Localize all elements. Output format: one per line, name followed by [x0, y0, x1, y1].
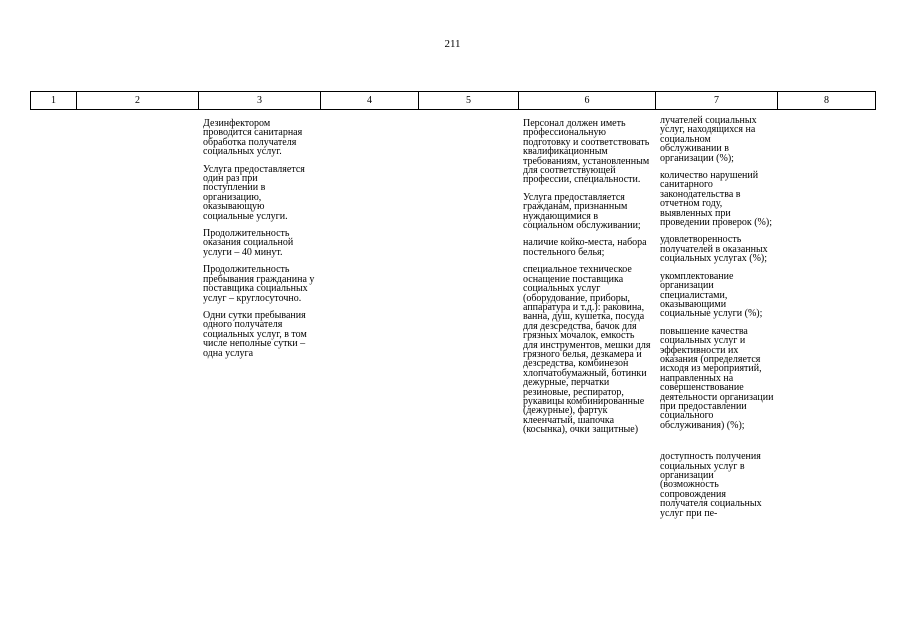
- page-number: 211: [444, 38, 461, 50]
- column-6-paragraph: Персонал должен иметь профессиональную подготовку и соответствовать квалификационным требованиям, установленным для соответствующей профессии, специальности.: [523, 118, 650, 186]
- column-3-paragraph: Дезинфектором проводится санитарная обработка получателя социальных услуг.: [203, 118, 303, 158]
- column-7-paragraph: количество нарушений санитарного законодательства в отчетном году, выявленных при проведении проверок (%);: [660, 170, 772, 229]
- column-6-paragraph: Услуга предоставляется гражданам, признанным нуждающимися в социальном обслуживании;: [523, 191, 641, 232]
- column-6-paragraph: наличие койко-места, набора постельного белья;: [523, 237, 647, 258]
- table-header-row: [30, 91, 876, 110]
- column-header-2: 2: [77, 92, 199, 110]
- column-header-6: 6: [519, 92, 656, 110]
- column-header-3: 3: [199, 92, 321, 110]
- column-3-paragraph: Одни сутки пребывания одного получателя социальных услуг, в том числе неполные сутки – одна услуга: [203, 309, 307, 359]
- column-3-paragraph: Продолжительность пребывания гражданина у поставщика социальных услуг – круглосуточно.: [203, 264, 315, 304]
- column-7-paragraph: доступность получения социальных услуг в организации (возможность сопровождения получателя социальных услуг при пе-: [660, 451, 762, 519]
- column-header-4: 4: [321, 92, 419, 110]
- column-header-8: 8: [778, 92, 876, 110]
- column-7-paragraph: удовлетворенность получателей в оказанных социальных услугах (%);: [660, 234, 768, 265]
- column-header-1: 1: [31, 92, 77, 110]
- column-header-5: 5: [419, 92, 519, 110]
- column-header-7: 7: [656, 92, 778, 110]
- column-3-paragraph: Продолжительность оказания социальной услуги – 40 минут.: [203, 228, 294, 258]
- column-7-paragraph: лучателей социальных услуг, находящихся на социальном обслуживании в организации (%);: [660, 115, 757, 164]
- column-7-paragraph: повышение качества социальных услуг и эффективности их оказания (определяется исходя из мероприятий, направленных на совершенствование деятельности организации при предоставлении социального обслуживания) (%);: [660, 325, 774, 431]
- column-7-paragraph: укомплектование организации специалистами, оказывающими социальные услуги (%);: [660, 270, 763, 320]
- column-6-content: [523, 119, 651, 443]
- column-6-paragraph: специальное техническое оснащение поставщика социальных услуг (оборудование, приборы, аппаратура и т.д.): раковина, ванна, душ, кушетка, посуда для дезсредства, бачок для грязных мочалок, емкость для инструментов, мешки для грязного белья, дезкамера и дезсредства, комбинезон хлопчатобумажный, ботинки дежурные, перчатки резиновые, респиратор, рукавицы комбинированные (дежурные), фартук клеенчатый, шапочка (косынка), очки защитные): [523, 264, 651, 436]
- column-3-content: [203, 119, 315, 366]
- column-3-paragraph: Услуга предоставляется один раз при поступлении в организацию, оказывающую социальные услуги.: [203, 163, 305, 222]
- column-7-content: [660, 116, 774, 526]
